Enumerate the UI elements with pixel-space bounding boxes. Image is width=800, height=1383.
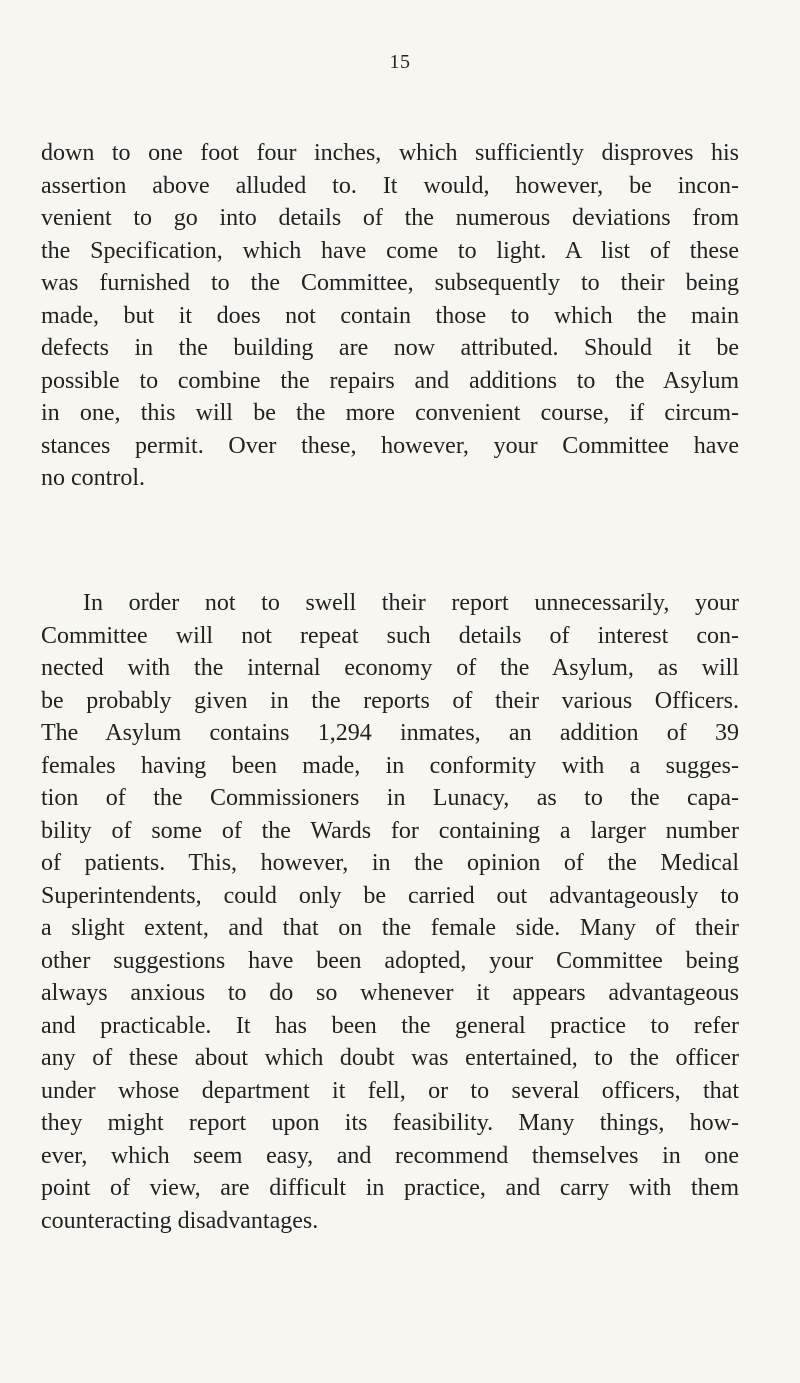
text-line: and practicable. It has been the general practice to refer — [41, 1012, 739, 1039]
paragraph-2 — [41, 587, 739, 1237]
text-line: other suggestions have been adopted, your Committee being — [41, 947, 739, 974]
text-line: no control. — [41, 465, 145, 491]
text-line: tion of the Commissioners in Lunacy, as to the capa- — [41, 785, 739, 811]
text-line: always anxious to do so whenever it appears advantageous — [41, 980, 739, 1006]
text-line: in one, this will be the more convenient course, if circum- — [41, 400, 739, 426]
text-line: made, but it does not contain those to which the main — [41, 302, 739, 329]
text-line: possible to combine the repairs and additions to the Asylum — [41, 367, 739, 394]
text-line: under whose department it fell, or to several officers, that — [41, 1077, 739, 1104]
text-line: assertion above alluded to. It would, however, be incon- — [41, 172, 739, 199]
text-line: defects in the building are now attributed. Should it be — [41, 335, 739, 361]
text-line: a slight extent, and that on the female side. Many of their — [41, 915, 739, 941]
text-line: females having been made, in conformity with a sugges- — [41, 752, 739, 779]
text-line: be probably given in the reports of their various Officers. — [41, 687, 739, 714]
text-line: counteracting disadvantages. — [41, 1207, 319, 1234]
text-line: of patients. This, however, in the opinion of the Medical — [41, 850, 739, 876]
text-line: The Asylum contains 1,294 inmates, an addition of 39 — [41, 720, 739, 746]
text-line: down to one foot four inches, which sufficiently disproves his — [41, 140, 739, 166]
text-line: In order not to swell their report unnecessarily, your — [83, 590, 739, 616]
text-line: the Specification, which have come to light. A list of these — [41, 237, 739, 264]
text-line: Superintendents, could only be carried out advantageously to — [41, 882, 739, 909]
text-line: was furnished to the Committee, subsequently to their being — [41, 270, 739, 296]
text-line: ever, which seem easy, and recommend themselves in one — [41, 1142, 739, 1169]
text-line: bility of some of the Wards for containing a larger number — [41, 817, 739, 844]
text-line: venient to go into details of the numerous deviations from — [41, 205, 739, 231]
text-line: point of view, are difficult in practice, and carry with them — [41, 1175, 739, 1201]
text-line: any of these about which doubt was entertained, to the officer — [41, 1045, 739, 1071]
page-number: 15 — [389, 51, 411, 73]
text-line: nected with the internal economy of the Asylum, as will — [41, 655, 739, 681]
text-line: they might report upon its feasibility. Many things, how- — [41, 1110, 739, 1136]
text-line: Committee will not repeat such details of interest con- — [41, 622, 739, 649]
paragraph-1 — [41, 137, 739, 495]
text-line: stances permit. Over these, however, your Committee have — [41, 432, 739, 459]
